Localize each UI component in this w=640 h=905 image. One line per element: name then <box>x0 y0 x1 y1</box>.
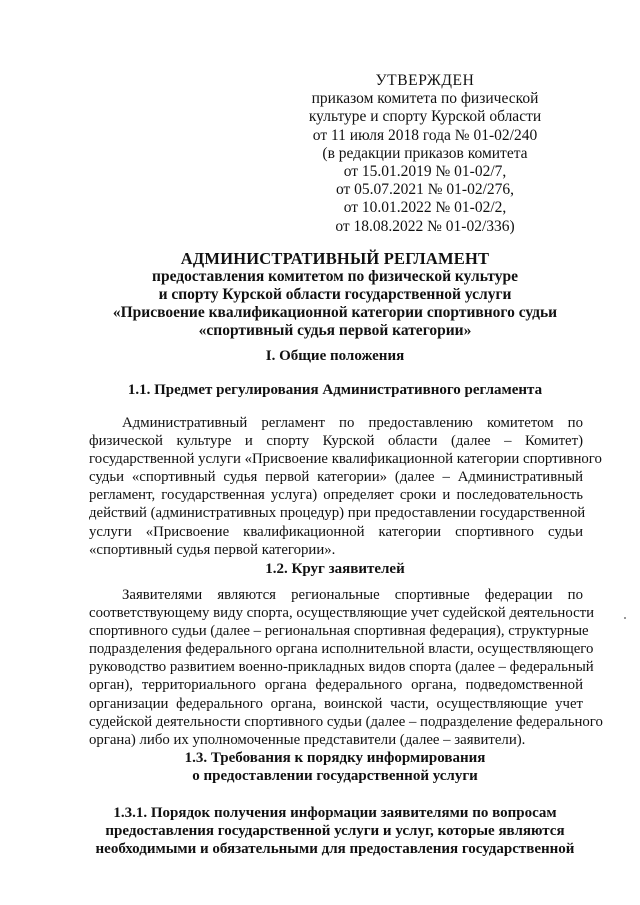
paragraph-line: действий (административных процедур) при предоставлении государственной <box>89 505 586 522</box>
document-title-line: «спортивный судья первой категории» <box>198 322 472 339</box>
document-title-line: «Присвоение квалификационной категории спортивного судьи <box>112 304 558 321</box>
paragraph-line: организации федерального органа, воинской части, осуществляющие учет <box>89 695 583 712</box>
document-title-main: АДМИНИСТРАТИВНЫЙ РЕГЛАМЕНТ <box>180 249 490 268</box>
paragraph-line: физической культуре и спорту Курской области (далее – Комитет) <box>89 433 583 450</box>
paragraph-line: органа) либо их уполномоченные представители (далее – заявители). <box>89 731 526 748</box>
section-heading-applicants <box>70 560 600 578</box>
section-heading-text: предоставления государственной услуги и услуг, которые являются <box>105 823 565 839</box>
approval-line: от 05.07.2021 № 01-02/276, <box>335 181 515 199</box>
approval-line: (в редакции приказов комитета <box>322 144 528 162</box>
section-heading-text: 1.3.1. Порядок получения информации заявителями по вопросам <box>113 805 557 821</box>
section-heading-info-procedure <box>70 804 600 858</box>
section-heading-informing <box>70 749 600 785</box>
document-title-line: и спорту Курской области государственной услуги <box>158 286 512 303</box>
approval-line: культуре и спорту Курской области <box>308 108 542 126</box>
section-heading-text: 1.1. Предмет регулирования Административного регламента <box>127 382 543 398</box>
approval-block <box>300 72 550 236</box>
paragraph-line: судьи «спортивный судья первой категории» (далее – Административный <box>89 469 583 486</box>
document-title-line: предоставления комитетом по физической культуре <box>152 268 518 285</box>
paragraph-line: Заявителями являются региональные спортивные федерации по <box>122 587 583 603</box>
section-heading-text: о предоставлении государственной услуги <box>192 768 478 784</box>
approval-line: от 11 июля 2018 года № 01-02/240 <box>312 126 538 144</box>
approval-line: от 18.08.2022 № 01-02/336) <box>335 217 515 235</box>
paragraph-line: «спортивный судья первой категории». <box>89 541 336 558</box>
paragraph-line: судейской деятельности спортивного судьи (далее – подразделение федерального <box>89 713 603 730</box>
paragraph-line: подразделения федерального органа исполнительной власти, осуществляющего <box>89 641 594 658</box>
approval-line: приказом комитета по физической <box>311 90 539 108</box>
section-heading-text: необходимыми и обязательными для предоставления государственной <box>95 841 575 857</box>
paragraph-line: Административный регламент по предоставлению комитетом по <box>122 415 583 431</box>
paragraph-line: орган), территориального органа федерального органа, подведомственной <box>89 677 583 694</box>
paragraph-line: спортивного судьи (далее – региональная спортивная федерация), структурные <box>89 623 589 640</box>
section-heading-subject <box>70 381 600 399</box>
scan-speck <box>624 617 626 619</box>
approval-line: от 10.01.2022 № 01-02/2, <box>343 199 507 217</box>
approval-line: от 15.01.2019 № 01-02/7, <box>343 163 507 181</box>
paragraph-subject <box>89 414 602 559</box>
approval-title: УТВЕРЖДЕН <box>375 72 475 89</box>
document-title <box>70 250 600 340</box>
section-heading-text: I. Общие положения <box>265 348 405 364</box>
section-heading-text: 1.3. Требования к порядку информирования <box>184 750 486 766</box>
paragraph-line: услуги «Присвоение квалификационной категории спортивного судьи <box>89 523 583 540</box>
paragraph-applicants <box>89 586 603 749</box>
paragraph-line: соответствующему виду спорта, осуществляющие учет судейской деятельности <box>89 605 595 622</box>
paragraph-line: государственной услуги «Присвоение квалификационной категории спортивного <box>89 451 602 468</box>
paragraph-line: регламент, государственная услуга) определяет сроки и последовательность <box>89 487 583 504</box>
paragraph-line: руководство развитием военно-прикладных видов спорта (далее – федеральный <box>89 659 594 676</box>
section-heading-general <box>70 347 600 365</box>
section-heading-text: 1.2. Круг заявителей <box>265 561 405 577</box>
